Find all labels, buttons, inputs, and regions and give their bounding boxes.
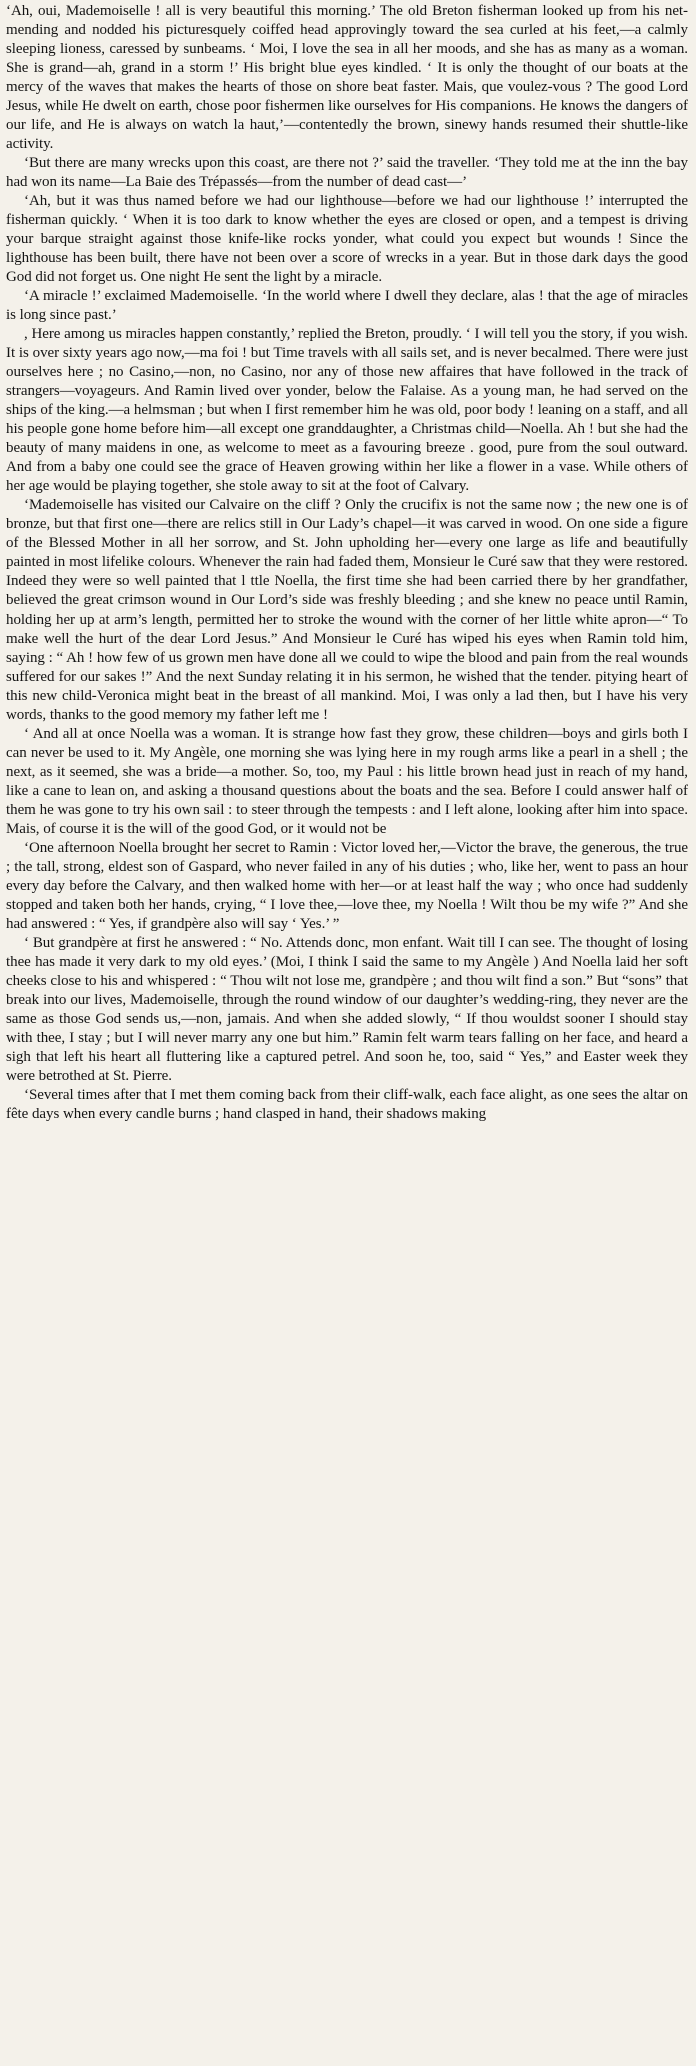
- paragraph-1: ‘Ah, oui, Mademoiselle ! all is very beautiful this morning.’ The old Breton fisherman looked up from his net-mending and nodded his picturesquely coiffed head approvingly toward the sea curled at his feet,—a calmly sleeping lioness, caressed by sunbeams. ‘ Moi, I love the sea in all her moods, and she has as many as a woman. She is grand—ah, grand in a storm !’ His bright blue eyes kindled. ‘ It is only the thought of our boats at the mercy of the waves that makes the hearts of those on shore beat faster. Mais, que voulez-vous ? The good Lord Jesus, while He dwelt on earth, chose poor fishermen like ourselves for His companions. He knows the dangers of our life, and He is always on watch la haut,’—contentedly the brown, sinewy hands resumed their shuttle-like activity.: [6, 3, 688, 153]
- paragraph-10: ‘Several times after that I met them coming back from their cliff-walk, each face alight, as one sees the altar on fête days when every candle burns ; hand clasped in hand, their shadows making: [6, 1086, 688, 1122]
- paragraph-9: ‘ But grandpère at first he answered : “ No. Attends donc, mon enfant. Wait till I can see. The thought of losing thee has made it very dark to my old eyes.’ (Moi, I think I said the same to my Angèle ) And Noella laid her soft cheeks close to his and whispered : “ Thou wilt not lose me, grandpère ; and thou wilt find a son.” But “sons” that break into our lives, Mademoiselle, through the round window of our daughter’s wedding-ring, they never are the same as those God sends us,—non, jamais. And when she added slowly, “ If thou wouldst sooner I should stay with thee, I stay ; but I will never marry any one but him.” Ramin felt warm tears falling on her face, and heard a sigh that left his heart all fluttering like a captured petrel. And soon he, too, said “ Yes,” and Easter week they were betrothed at St. Pierre.: [6, 934, 688, 1084]
- paragraph-6: ‘Mademoiselle has visited our Calvaire on the cliff ? Only the crucifix is not the same now ; the new one is of bronze, but that first one—there are relics still in Our Lady’s chapel—it was carved in wood. On one side a figure of the Blessed Mother in all her sorrow, and St. John upholding her—every one large as life and beautifully painted in most lifelike colours. Whenever the rain had faded them, Monsieur le Curé saw that they were restored. Indeed they were so well painted that l ttle Noella, the first time she had been carried there by her grandfather, believed the great crimson wound in Our Lord’s side was freshly bleeding ; and she knew no peace until Ramin, holding her up at arm’s length, permitted her to stroke the wound with the corner of her little white apron—“ To make well the hurt of the dear Lord Jesus.” And Monsieur le Curé has wiped his eyes when Ramin told him, saying : “ Ah ! how few of us grown men have done all we could to wipe the blood and pain from the real wounds suffered for our sakes !” And the next Sunday relating it in his sermon, he wished that the tender. pitying heart of this new child-Veronica might beat in the breast of all mankind. Moi, I was only a lad then, but I have his very words, thanks to the good memory my father left me !: [6, 497, 688, 723]
- paragraph-3: ‘Ah, but it was thus named before we had our lighthouse—before we had our lighthouse !’ interrupted the fisherman quickly. ‘ When it is too dark to know whether the eyes are closed or open, and a tempest is driving your barque straight against those knife-like rocks yonder, what could you expect but wounds ! Since the lighthouse has been built, there have not been over a score of wrecks in a year. But in those dark days the good God did not forget us. One night He sent the light by a miracle.: [6, 193, 688, 286]
- paragraph-7: ‘ And all at once Noella was a woman. It is strange how fast they grow, these children—boys and girls both I can never be used to it. My Angèle, one morning she was lying here in my rough arms like a pearl in a shell ; the next, as it seemed, she was a bride—a mother. So, too, my Paul : his little brown head just in reach of my hand, like a cane to lean on, and asking a thousand questions about the boats and the sea. Before I could answer half of them he was gone to try his own sail : to steer through the tempests : and I left alone, looking after him into space. Mais, of course it is the will of the good God, or it would not be: [6, 725, 688, 837]
- paragraph-4: ‘A miracle !’ exclaimed Mademoiselle. ‘In the world where I dwell they declare, alas ! that the age of miracles is long since past.’: [6, 288, 688, 324]
- paragraph-2: ‘But there are many wrecks upon this coast, are there not ?’ said the traveller. ‘They told me at the inn the bay had won its name—La Baie des Trépassés—from the number of dead cast—’: [6, 155, 688, 191]
- paragraph-5: , Here among us miracles happen constantly,’ replied the Breton, proudly. ‘ I will tell you the story, if you wish. It is over sixty years ago now,—ma foi ! but Time travels with all sails set, and is never becalmed. There were just ourselves here ; no Casino,—non, no Casino, nor any of those new affaires that have followed in the track of strangers—voyageurs. And Ramin lived over yonder, below the Falaise. As a young man, he had served on the ships of the king.—a helmsman ; but when I first remember him he was old, poor body ! leaning on a staff, and all his people gone home before him—all except one granddaughter, a Christmas child—Noella. Ah ! but she had the beauty of many maidens in one, as welcome to meet as a favouring breeze . good, pure from the soul outward. And from a baby one could see the grace of Heaven growing within her like a flower in a vase. While others of her age would be playing together, she stole away to sit at the foot of Calvary.: [6, 326, 688, 495]
- paragraph-8: ‘One afternoon Noella brought her secret to Ramin : Victor loved her,—Victor the brave, the generous, the true ; the tall, strong, eldest son of Gaspard, who never failed in any of his duties ; who, like her, went to pass an hour every day before the Calvary, and then walked home with her—or at least half the way ; who once had suddenly stopped and taken both her hands, crying, “ I love thee,—love thee, my Noella ! Wilt thou be my wife ?” And she had answered : “ Yes, if grandpère also will say ‘ Yes.’ ”: [6, 839, 688, 932]
